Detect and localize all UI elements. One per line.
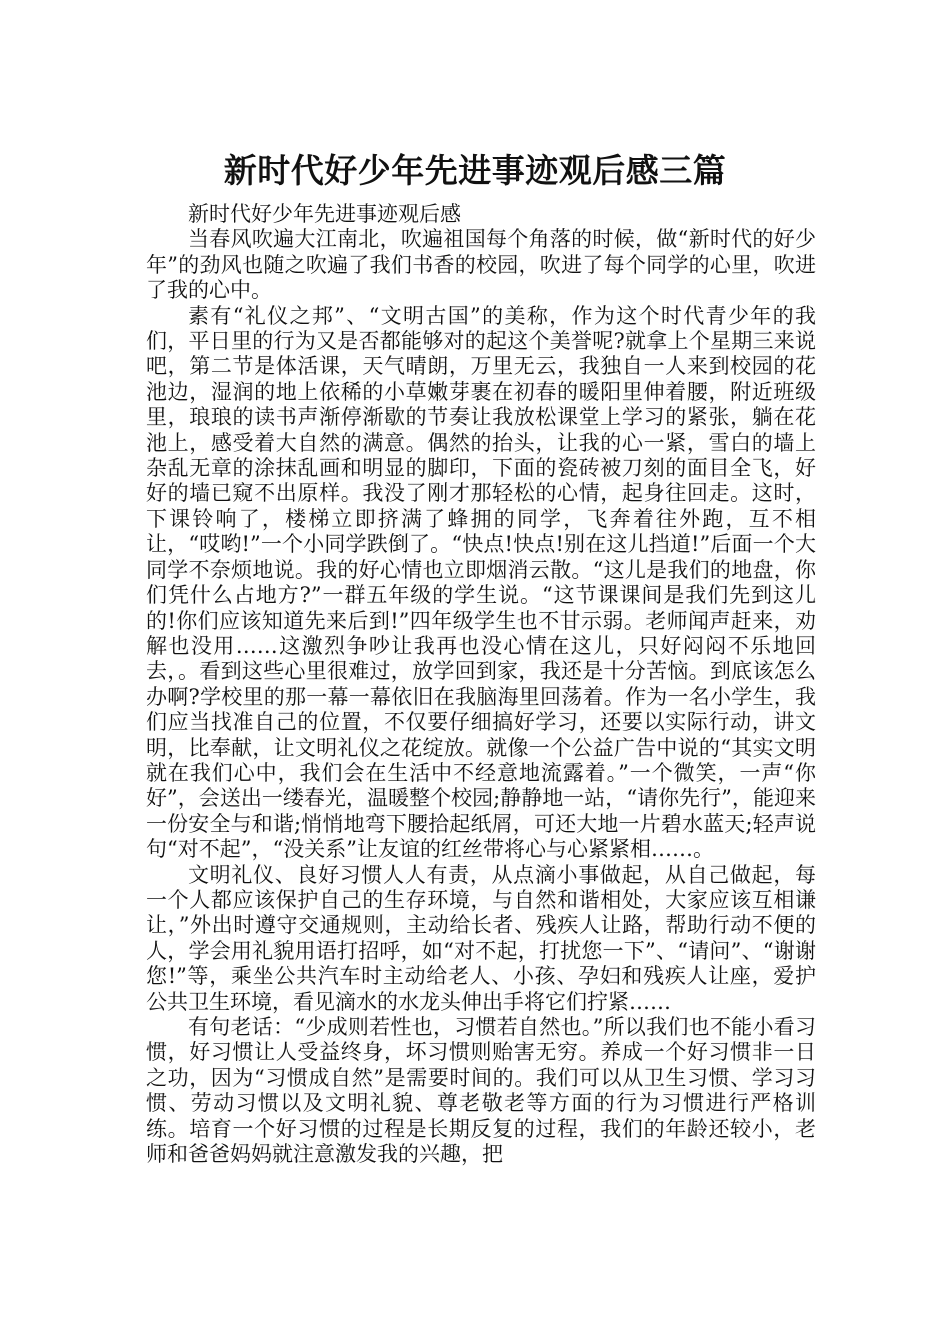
paragraph: 当春风吹遍大江南北，吹遍祖国每个角落的时候，做“新时代的好少年”的劲风也随之吹遍了我们书香的校园，吹进了每个同学的心里，吹进了我的心中。: [146, 227, 816, 303]
paragraph-subtitle: 新时代好少年先进事迹观后感: [188, 202, 461, 226]
document-body: [146, 202, 816, 1167]
paragraph: 素有“礼仪之邦”、“文明古国”的美称，作为这个时代青少年的我们，平日里的行为又是否都能够对的起这个美誉呢?就拿上个星期三来说吧，第二节是体活课，天气晴朗，万里无云，我独自一人来到校园的花池边，湿润的地上依稀的小草嫩芽裹在初春的暖阳里伸着腰，附近班级里，琅琅的读书声渐停渐歇的节奏让我放松课堂上学习的紧张，躺在花池上，感受着大自然的满意。偶然的抬头，让我的心一紧，雪白的墙上杂乱无章的涂抹乱画和明显的脚印，下面的瓷砖被刀刻的面目全飞，好好的墙已窥不出原样。我没了刚才那轻松的心情，起身往回走。这时，下课铃响了，楼梯立即挤满了蜂拥的同学，飞奔着往外跑，互不相让，“哎哟!”一个小同学跌倒了。“快点!快点!别在这儿挡道!”后面一个大同学不奈烦地说。我的好心情也立即烟消云散。“这儿是我们的地盘，你们凭什么占地方?”一群五年级的学生说。“这节课课间是我们先到这儿的!你们应该知道先来后到!”四年级学生也不甘示弱。老师闻声赶来，劝解也没用……这激烈争吵让我再也没心情在这儿，只好闷闷不乐地回去，。看到这些心里很难过，放学回到家，我还是十分苦恼。到底该怎么办啊?学校里的那一幕一幕依旧在我脑海里回荡着。作为一名小学生，我们应当找准自己的位置，不仅要仔细搞好学习，还要以实际行动，讲文明，比奉献，让文明礼仪之花绽放。就像一个公益广告中说的“其实文明就在我们心中，我们会在生活中不经意地流露着。”一个微笑，一声“你好”，会送出一缕春光，温暖整个校园;静静地一站，“请你先行”，能迎来一份安全与和谐;悄悄地弯下腰拾起纸屑，可还大地一片碧水蓝天;轻声说句“对不起”，“没关系”让友谊的红丝带将心与心紧紧相……。: [146, 303, 816, 862]
paragraph: 文明礼仪、良好习惯人人有责，从点滴小事做起，从自己做起，每一个人都应该保护自己的生存环境，与自然和谐相处，大家应该互相谦让，”外出时遵守交通规则，主动给长者、残疾人让路，帮助行动不便的人，学会用礼貌用语打招呼，如“对不起，打扰您一下”、“请问”、“谢谢您!”等，乘坐公共汽车时主动给老人、小孩、孕妇和残疾人让座，爱护公共卫生环境，看见滴水的水龙头伸出手将它们拧紧……: [146, 862, 816, 1014]
document-title: 新时代好少年先进事迹观后感三篇: [223, 151, 727, 191]
paragraph: 有句老话：“少成则若性也，习惯若自然也。”所以我们也不能小看习惯，好习惯让人受益终身，坏习惯则贻害无穷。养成一个好习惯非一日之功，因为“习惯成自然”是需要时间的。我们可以从卫生习惯、学习习惯、劳动习惯以及文明礼貌、尊老敬老等方面的行为习惯进行严格训练。培育一个好习惯的过程是长期反复的过程，我们的年龄还较小，老师和爸爸妈妈就注意激发我的兴趣，把: [146, 1015, 816, 1167]
